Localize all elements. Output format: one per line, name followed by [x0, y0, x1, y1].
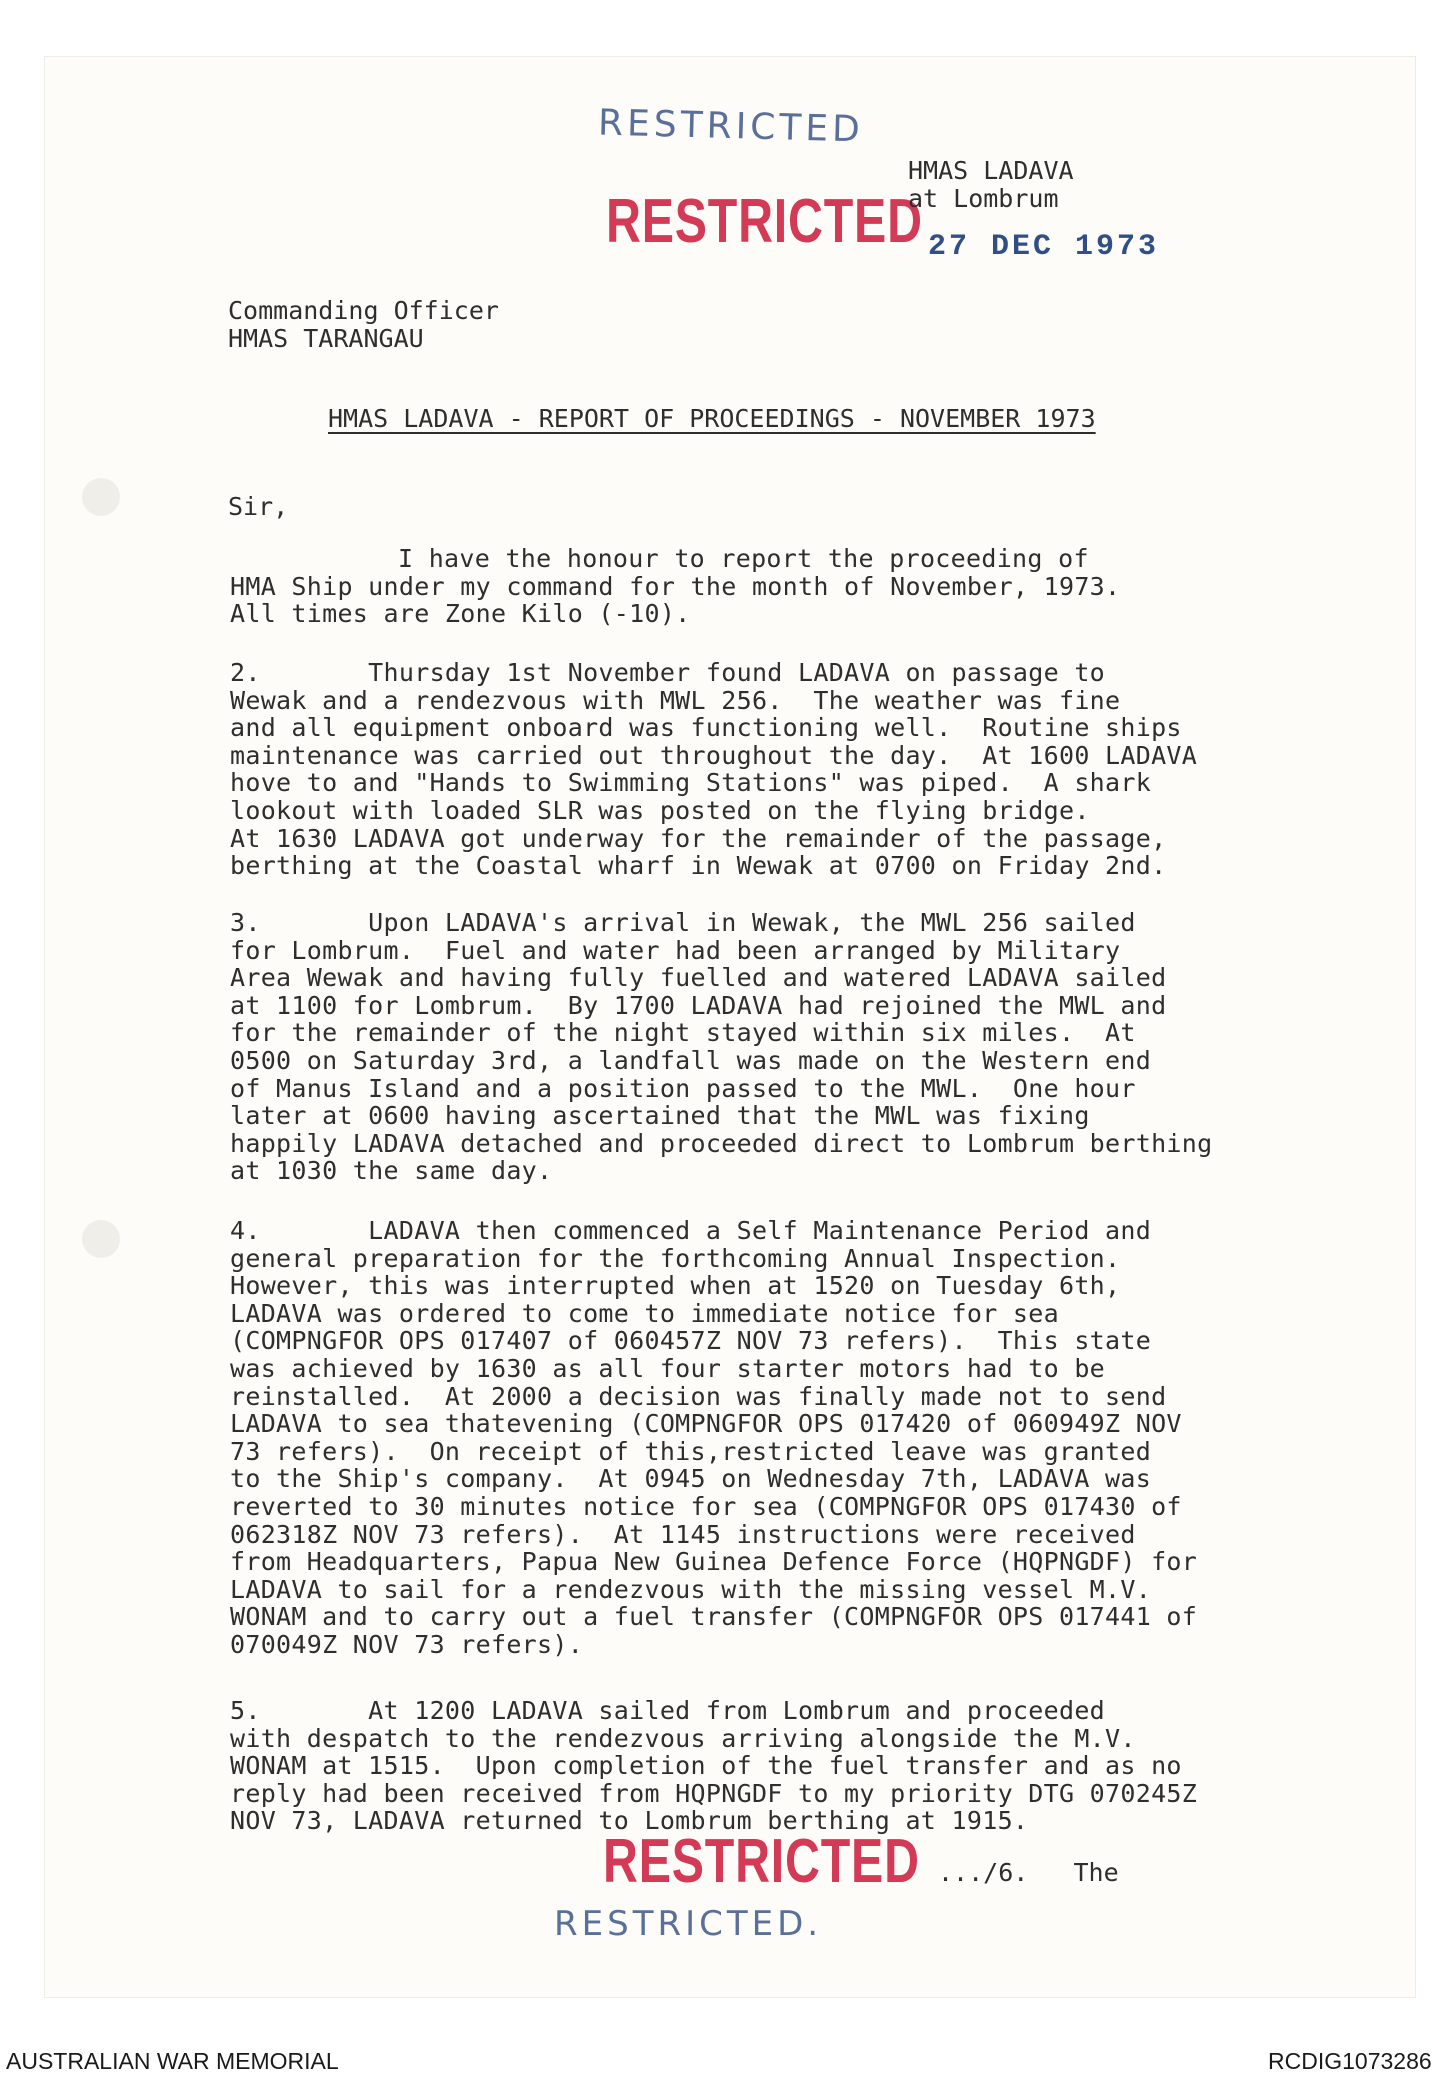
- restricted-stamp-bottom-blue: RESTRICTED.: [554, 1904, 823, 1944]
- paragraph-4-line: (COMPNGFOR OPS 017407 of 060457Z NOV 73 refers). This state: [230, 1326, 1152, 1356]
- paragraph-4-line: reinstalled. At 2000 a decision was finally made not to send: [230, 1381, 1167, 1411]
- paragraph-4-line: 070049Z NOV 73 refers).: [230, 1630, 584, 1659]
- paragraph-4-line: to the Ship's company. At 0945 on Wednesday 7th, LADAVA was: [230, 1464, 1152, 1494]
- paragraph-4-line: LADAVA to sea thatevening (COMPNGFOR OPS 017420 of 060949Z NOV: [230, 1409, 1182, 1439]
- paragraph-4-line: 062318Z NOV 73 refers). At 1145 instructions were received: [230, 1519, 1136, 1549]
- salutation: Sir,: [228, 492, 289, 521]
- paragraph-2-line: 2. Thursday 1st November found LADAVA on passage to: [230, 658, 1106, 687]
- paragraph-2-line: At 1630 LADAVA got underway for the remainder of the passage,: [230, 823, 1167, 853]
- paragraph-3-line: for the remainder of the night stayed within six miles. At: [230, 1018, 1136, 1048]
- paragraph-4-line: 73 refers). On receipt of this,restricted leave was granted: [230, 1436, 1152, 1466]
- paragraph-5-line: 5. At 1200 LADAVA sailed from Lombrum and proceeded: [230, 1696, 1106, 1725]
- paragraph-1-line: HMA Ship under my command for the month of November, 1973.: [230, 571, 1121, 601]
- report-subject: HMAS LADAVA - REPORT OF PROCEEDINGS - NOVEMBER 1973: [328, 404, 1096, 433]
- paragraph-4-line: However, this was interrupted when at 1520 on Tuesday 6th,: [230, 1271, 1121, 1301]
- punch-hole-top: [82, 478, 120, 516]
- paragraph-3-line: Area Wewak and having fully fuelled and watered LADAVA sailed: [230, 963, 1167, 993]
- restricted-stamp-top-red: RESTRICTED: [606, 187, 923, 256]
- paragraph-3-line: 3. Upon LADAVA's arrival in Wewak, the MWL 256 sailed: [230, 908, 1136, 937]
- restricted-stamp-top-blue: RESTRICTED: [597, 102, 865, 151]
- paragraph-4-line: was achieved by 1630 as all four starter motors had to be: [230, 1354, 1106, 1383]
- paragraph-2-line: berthing at the Coastal wharf in Wewak at 0700 on Friday 2nd.: [230, 851, 1167, 881]
- paragraph-3-line: happily LADAVA detached and proceeded direct to Lombrum berthing: [230, 1128, 1213, 1158]
- paragraph-4-line: LADAVA was ordered to come to immediate notice for sea: [230, 1298, 1059, 1328]
- paragraph-1-line: I have the honour to report the proceeding of: [398, 544, 1089, 573]
- paragraph-4-line: 4. LADAVA then commenced a Self Maintenance Period and: [230, 1216, 1152, 1245]
- paragraph-3-line: for Lombrum. Fuel and water had been arranged by Military: [230, 935, 1121, 965]
- paragraph-2-line: and all equipment onboard was functioning well. Routine ships: [230, 713, 1182, 743]
- paragraph-3-line: later at 0600 having ascertained that the MWL was fixing: [230, 1101, 1090, 1131]
- paragraph-5-line: NOV 73, LADAVA returned to Lombrum berthing at 1915.: [230, 1806, 1029, 1836]
- addressee-line-1: Commanding Officer: [228, 296, 499, 325]
- footer-archive-name: AUSTRALIAN WAR MEMORIAL: [6, 2048, 339, 2074]
- paragraph-2-line: Wewak and a rendezvous with MWL 256. The weather was fine: [230, 685, 1121, 715]
- paragraph-3-line: at 1030 the same day.: [230, 1156, 553, 1186]
- paragraph-5-line: with despatch to the rendezvous arriving alongside the M.V.: [230, 1723, 1136, 1753]
- paragraph-2-line: hove to and "Hands to Swimming Stations" was piped. A shark: [230, 768, 1152, 798]
- date-received-stamp: 27 DEC 1973: [928, 230, 1160, 264]
- paragraph-5-line: reply had been received from HQPNGDF to my priority DTG 070245Z: [230, 1778, 1198, 1808]
- sender-line-2: at Lombrum: [908, 184, 1059, 213]
- paragraph-4-line: from Headquarters, Papua New Guinea Defence Force (HQPNGDF) for: [230, 1547, 1198, 1577]
- paragraph-4-line: general preparation for the forthcoming Annual Inspection.: [230, 1243, 1121, 1273]
- paragraph-2-line: maintenance was carried out throughout the day. At 1600 LADAVA: [230, 740, 1198, 770]
- paragraph-3-line: at 1100 for Lombrum. By 1700 LADAVA had rejoined the MWL and: [230, 990, 1167, 1020]
- restricted-stamp-bottom-red: RESTRICTED: [603, 1827, 920, 1896]
- paragraph-3-line: of Manus Island and a position passed to the MWL. One hour: [230, 1073, 1136, 1103]
- paragraph-1-line: All times are Zone Kilo (-10).: [230, 599, 691, 629]
- continuation-marker: .../6. The: [938, 1858, 1119, 1887]
- paragraph-4-line: LADAVA to sail for a rendezvous with the missing vessel M.V.: [230, 1574, 1152, 1604]
- footer-record-id: RCDIG1073286: [1268, 2048, 1432, 2074]
- addressee-line-2: HMAS TARANGAU: [228, 324, 424, 353]
- paragraph-4-line: reverted to 30 minutes notice for sea (COMPNGFOR OPS 017430 of: [230, 1492, 1182, 1521]
- paragraph-2-line: lookout with loaded SLR was posted on the flying bridge.: [230, 796, 1090, 825]
- sender-line-1: HMAS LADAVA: [908, 156, 1074, 185]
- paragraph-3-line: 0500 on Saturday 3rd, a landfall was made on the Western end: [230, 1046, 1152, 1075]
- punch-hole-bottom: [82, 1220, 120, 1258]
- paragraph-5-line: WONAM at 1515. Upon completion of the fuel transfer and as no: [230, 1751, 1182, 1781]
- paragraph-4-line: WONAM and to carry out a fuel transfer (COMPNGFOR OPS 017441 of: [230, 1602, 1198, 1632]
